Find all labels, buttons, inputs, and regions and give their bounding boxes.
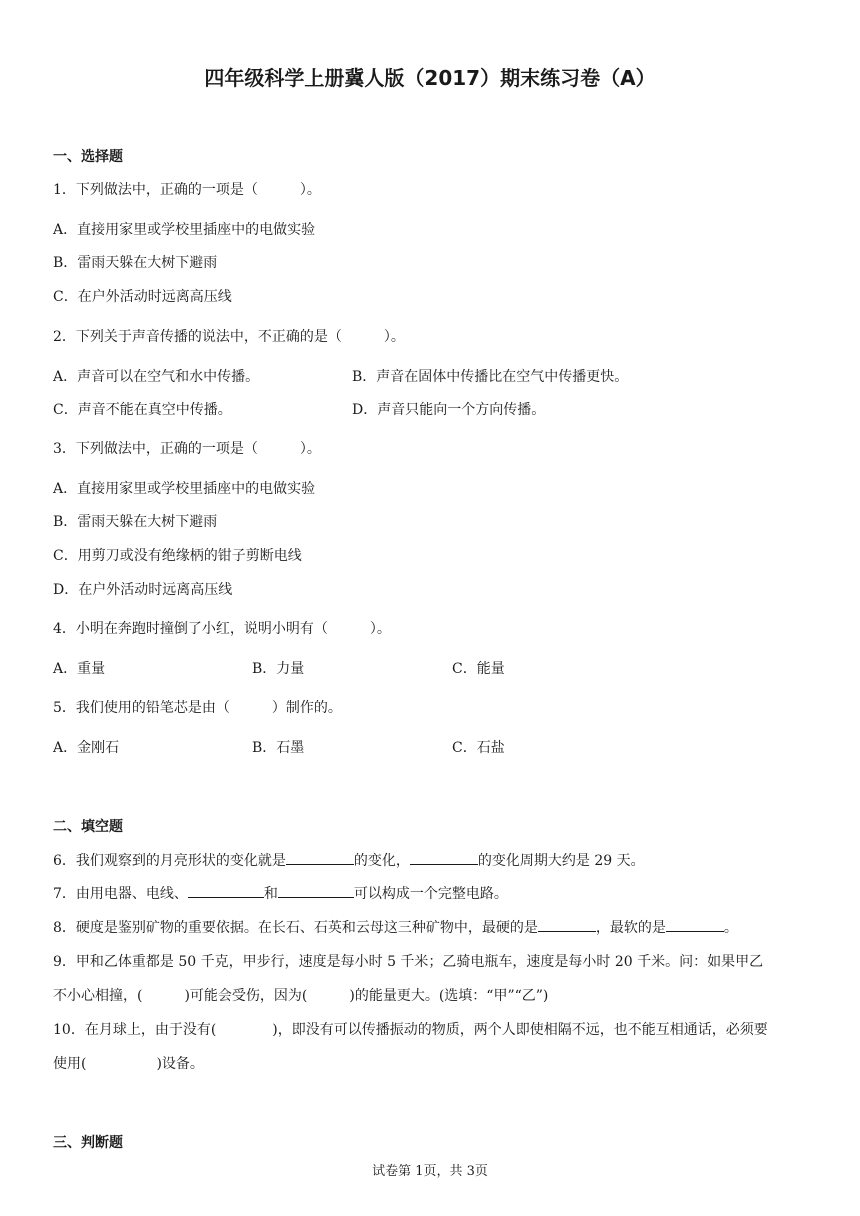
answer-blank[interactable]: [188, 883, 264, 898]
question-3-option-c: C．用剪刀或没有绝缘柄的钳子剪断电线: [53, 548, 302, 564]
question-3-option-d: D．在户外活动时远离高压线: [53, 582, 233, 598]
question-1-option-b: B．雷雨天躲在大树下避雨: [53, 255, 218, 271]
answer-blank[interactable]: [666, 917, 724, 932]
question-10-line-1: 10．在月球上，由于没有( )，即没有可以传播振动的物质，两个人即使相隔不远，也不能互相通话，必须要: [53, 1022, 768, 1038]
question-9-line-1: 9．甲和乙体重都是 50 千克，甲步行，速度是每小时 5 千米；乙骑电瓶车，速度是每小时 20 千米。问：如果甲乙: [53, 954, 764, 970]
section-heading-choice: 一、选择题: [53, 149, 123, 165]
question-2-option-a: A．声音可以在空气和水中传播。: [53, 369, 260, 385]
question-5-option-b: B．石墨: [252, 740, 305, 756]
answer-blank[interactable]: [278, 883, 354, 898]
question-9-line-2: 不小心相撞，( )可能会受伤，因为( )的能量更大。(选填：“甲”“乙”): [53, 988, 549, 1004]
question-8: [53, 917, 738, 937]
page-footer: 试卷第 1页，共 3页: [372, 1164, 488, 1179]
question-5-stem: 5．我们使用的铅笔芯是由（ ）制作的。: [53, 700, 342, 716]
question-3-stem: 3．下列做法中，正确的一项是（ ）。: [53, 441, 321, 457]
question-3-option-a: A．直接用家里或学校里插座中的电做实验: [53, 481, 316, 497]
page-title: 四年级科学上册冀人版（2017）期末练习卷（A）: [204, 66, 656, 90]
question-1-stem: 1．下列做法中，正确的一项是（ ）。: [53, 182, 321, 198]
question-1-option-c: C．在户外活动时远离高压线: [53, 289, 232, 305]
question-2-option-b: B．声音在固体中传播比在空气中传播更快。: [352, 369, 629, 385]
question-5-option-a: A．金刚石: [53, 740, 120, 756]
answer-blank[interactable]: [538, 917, 596, 932]
question-4-option-b: B．力量: [252, 661, 305, 677]
section-heading-true-false: 三、判断题: [53, 1135, 123, 1151]
question-3-option-b: B．雷雨天躲在大树下避雨: [53, 514, 218, 530]
question-5-option-c: C．石盐: [452, 740, 505, 756]
question-7-text-2: 和: [263, 886, 278, 902]
question-6-text-2: 的变化，: [353, 853, 410, 869]
question-6: [53, 850, 645, 870]
question-7: [53, 883, 508, 903]
question-4-option-c: C．能量: [452, 661, 505, 677]
question-4-option-a: A．重量: [53, 661, 106, 677]
question-6-text-1: 6．我们观察到的月亮形状的变化就是: [53, 853, 286, 869]
question-6-text-3: 的变化周期大约是 29 天。: [477, 853, 645, 869]
question-1-option-a: A．直接用家里或学校里插座中的电做实验: [53, 222, 316, 238]
question-2-option-c: C．声音不能在真空中传播。: [53, 402, 232, 418]
answer-blank[interactable]: [286, 850, 354, 865]
question-7-text-1: 7．由用电器、电线、: [53, 886, 188, 902]
question-8-text-1: 8．硬度是鉴别矿物的重要依据。在长石、石英和云母这三种矿物中，最硬的是: [53, 920, 538, 936]
question-8-text-3: 。: [723, 920, 738, 936]
answer-blank[interactable]: [410, 850, 478, 865]
question-4-stem: 4．小明在奔跑时撞倒了小红，说明小明有（ ）。: [53, 621, 391, 637]
section-heading-fill-in: 二、填空题: [53, 819, 123, 835]
question-10-line-2: 使用( )设备。: [53, 1056, 204, 1072]
question-8-text-2: ，最软的是: [595, 920, 666, 936]
question-2-option-d: D．声音只能向一个方向传播。: [352, 402, 546, 418]
question-2-stem: 2．下列关于声音传播的说法中，不正确的是（ ）。: [53, 329, 405, 345]
question-7-text-3: 可以构成一个完整电路。: [353, 886, 508, 902]
